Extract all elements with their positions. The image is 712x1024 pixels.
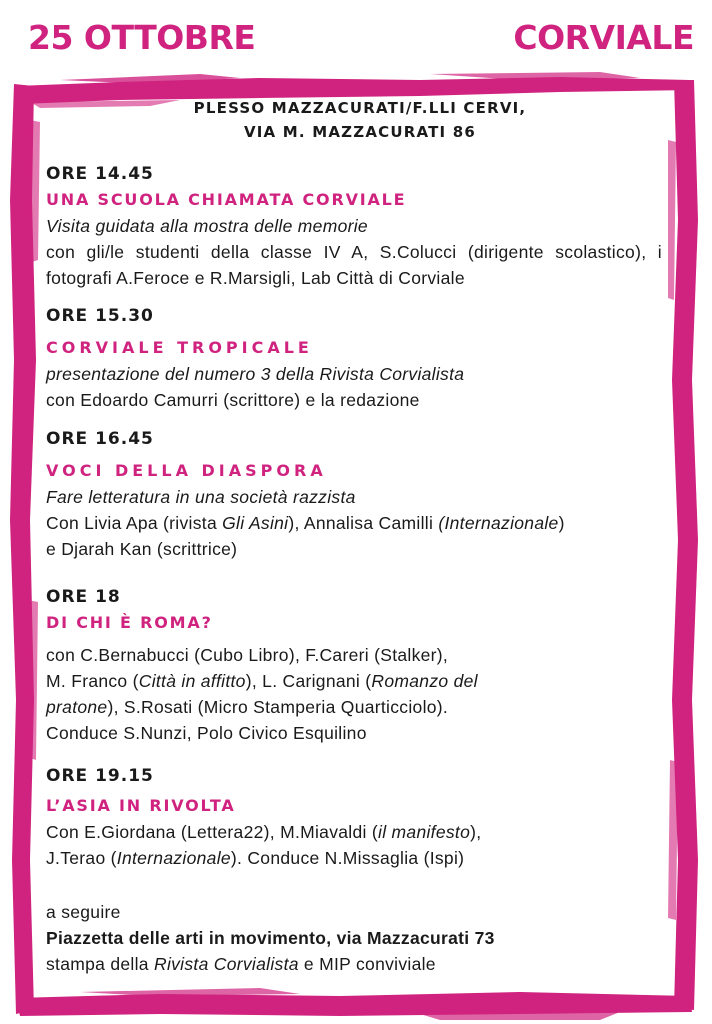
event-4-line-3: pratone), S.Rosati (Micro Stamperia Quarticciolo). xyxy=(46,697,449,717)
event-2 xyxy=(46,303,662,413)
event-1-subtitle: Visita guidata alla mostra delle memorie xyxy=(46,216,368,236)
event-5-title: L’ASIA IN RIVOLTA xyxy=(46,796,236,815)
event-1-time: ORE 14.45 xyxy=(46,164,154,184)
footer-block xyxy=(46,899,672,977)
event-4-line-1: con C.Bernabucci (Cubo Libro), F.Careri (Stalker), xyxy=(46,645,449,665)
event-4 xyxy=(46,584,662,746)
venue-line-1: PLESSO MAZZACURATI/F.LLI CERVI, xyxy=(193,99,527,117)
event-3-time: ORE 16.45 xyxy=(46,429,154,449)
event-3-title: VOCI DELLA DIASPORA xyxy=(46,461,327,480)
event-3-description-line-2: e Djarah Kan (scrittrice) xyxy=(46,539,238,559)
event-2-description: con Edoardo Camurri (scrittore) e la redazione xyxy=(46,390,420,410)
venue-line-2: VIA M. MAZZACURATI 86 xyxy=(243,123,477,141)
footer-intro: a seguire xyxy=(46,902,121,922)
event-5-time: ORE 19.15 xyxy=(46,766,154,786)
event-4-line-2: M. Franco (Città in affitto), L. Carignani (Romanzo del xyxy=(46,671,478,691)
event-2-time: ORE 15.30 xyxy=(46,306,154,326)
event-4-line-4: Conduce S.Nunzi, Polo Civico Esquilino xyxy=(46,723,367,743)
event-1-description: con gli/le studenti della classe IV A, S.Colucci (dirigente scolastico), i fotografi A.Feroce e R.Marsigli, Lab Città di Corviale xyxy=(46,242,662,288)
event-4-title: DI CHI È ROMA? xyxy=(46,613,213,632)
footer-location: Piazzetta delle arti in movimento, via Mazzacurati 73 xyxy=(46,928,495,948)
venue-block xyxy=(120,96,600,144)
event-3 xyxy=(46,426,662,562)
event-2-title: CORVIALE TROPICALE xyxy=(46,338,313,357)
event-3-description: Con Livia Apa (rivista Gli Asini), Annalisa Camilli (Internazionale) xyxy=(46,513,565,533)
place-heading: CORVIALE xyxy=(513,18,694,57)
event-1-title: UNA SCUOLA CHIAMATA CORVIALE xyxy=(46,190,407,209)
event-1 xyxy=(46,161,662,291)
event-3-subtitle: Fare letteratura in una società razzista xyxy=(46,487,356,507)
event-5-line-2: J.Terao (Internazionale). Conduce N.Missaglia (Ispi) xyxy=(46,848,465,868)
date-heading: 25 OTTOBRE xyxy=(28,18,256,57)
event-4-time: ORE 18 xyxy=(46,587,121,607)
footer-line-3: stampa della Rivista Corvialista e MIP conviviale xyxy=(46,954,436,974)
event-5-line-1: Con E.Giordana (Lettera22), M.Miavaldi (il manifesto), xyxy=(46,822,482,842)
event-2-subtitle: presentazione del numero 3 della Rivista Corvialista xyxy=(46,364,465,384)
event-5 xyxy=(46,763,662,871)
